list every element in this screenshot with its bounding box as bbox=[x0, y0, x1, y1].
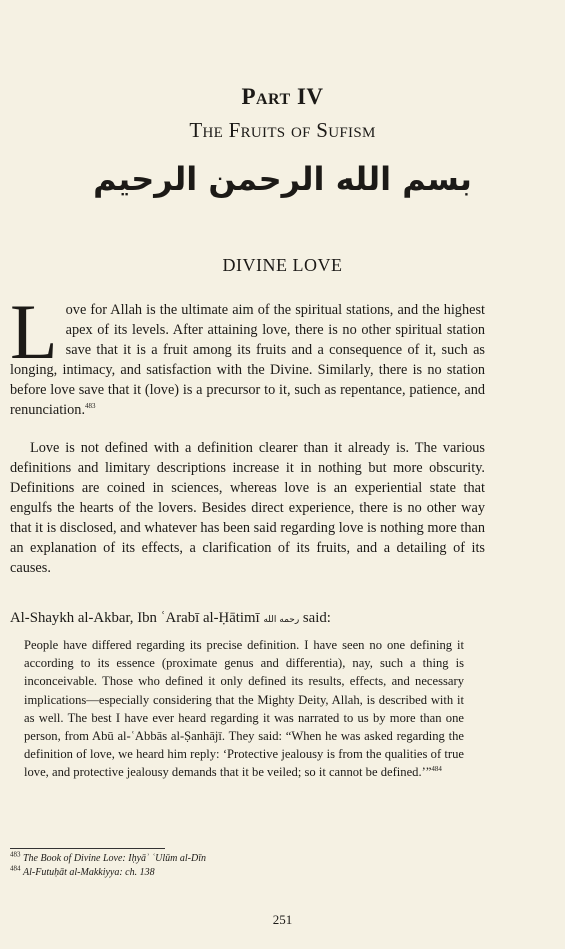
footnote-text: Al-Futuḥāt al-Makkiyya: ch. 138 bbox=[23, 867, 155, 878]
attribution-verb: said: bbox=[302, 610, 331, 626]
body-paragraph-1 bbox=[10, 288, 485, 420]
part-title: Part IV bbox=[241, 84, 324, 109]
footnote-number: 483 bbox=[10, 850, 21, 859]
block-quote bbox=[24, 636, 464, 782]
basmala-calligraphy: بسم الله الرحمن الرحيم bbox=[93, 160, 472, 198]
honorific-text: رحمه الله bbox=[263, 615, 300, 625]
page-number: 251 bbox=[272, 912, 293, 927]
body-paragraph-2: Love is not defined with a definition clearer than it already is. The various definitions and limitary descriptions increase it in nothing but more obscurity. Definitions are coined in sciences, whereas love is an experiential state that engulfs the hearts of the lovers. Besides direct experience, there is no other way that it is disclosed, and whatever has been said regarding love is nothing more than an explanation of its effects, a clarification of its fruits, and a detailing of its causes. bbox=[10, 440, 485, 576]
drop-cap: L bbox=[10, 288, 58, 375]
footnote-ref-483[interactable]: 483 bbox=[85, 402, 96, 411]
quote-attribution bbox=[10, 608, 490, 630]
section-title: DIVINE LOVE bbox=[222, 255, 343, 275]
footnote-484 bbox=[10, 866, 410, 880]
paragraph-1-text: ove for Allah is the ultimate aim of the spiritual stations, and the highest apex of its levels. After attaining love, there is no other spiritual station save that it is a fruit among its fruits and a consequence of it, such as longing, intimacy, and satisfaction with the Divine. Similarly, there is no station before love save that it (love) is a precursor to it, such as repentance, patience, and renunciation. bbox=[10, 302, 485, 418]
block-quote-text: People have differed regarding its precise definition. I have seen no one defining it according to its essence (proximate genus and differentia), nay, such a thing is inconceivable. Those who defined it only defined its results, effects, and necessary implications—especially considering that the Mighty Deity, Allah, is described with it as well. The best I have ever heard regarding it was narrated to us by more than one person, from Abū al-ʿAbbās al-Ṣanhājī. They said: “When he was asked regarding the definition of love, we heard him reply: ‘Protective jealousy is from the qualities of true love, and protective jealousy demands that it be veiled; so it cannot be defined.’” bbox=[24, 638, 464, 780]
footnotes bbox=[10, 852, 410, 880]
attribution-name: Al-Shaykh al-Akbar, Ibn ʿArabī al-Ḥātimī bbox=[10, 610, 260, 626]
footnote-ref-484[interactable]: 484 bbox=[431, 765, 442, 774]
footnote-number: 484 bbox=[10, 864, 21, 873]
footnote-text: The Book of Divine Love: Iḥyāʾ ʿUlūm al-Dīn bbox=[23, 853, 207, 864]
footnote-divider bbox=[10, 848, 165, 849]
footnote-483 bbox=[10, 852, 410, 866]
part-subtitle: The Fruits of Sufism bbox=[189, 118, 376, 142]
